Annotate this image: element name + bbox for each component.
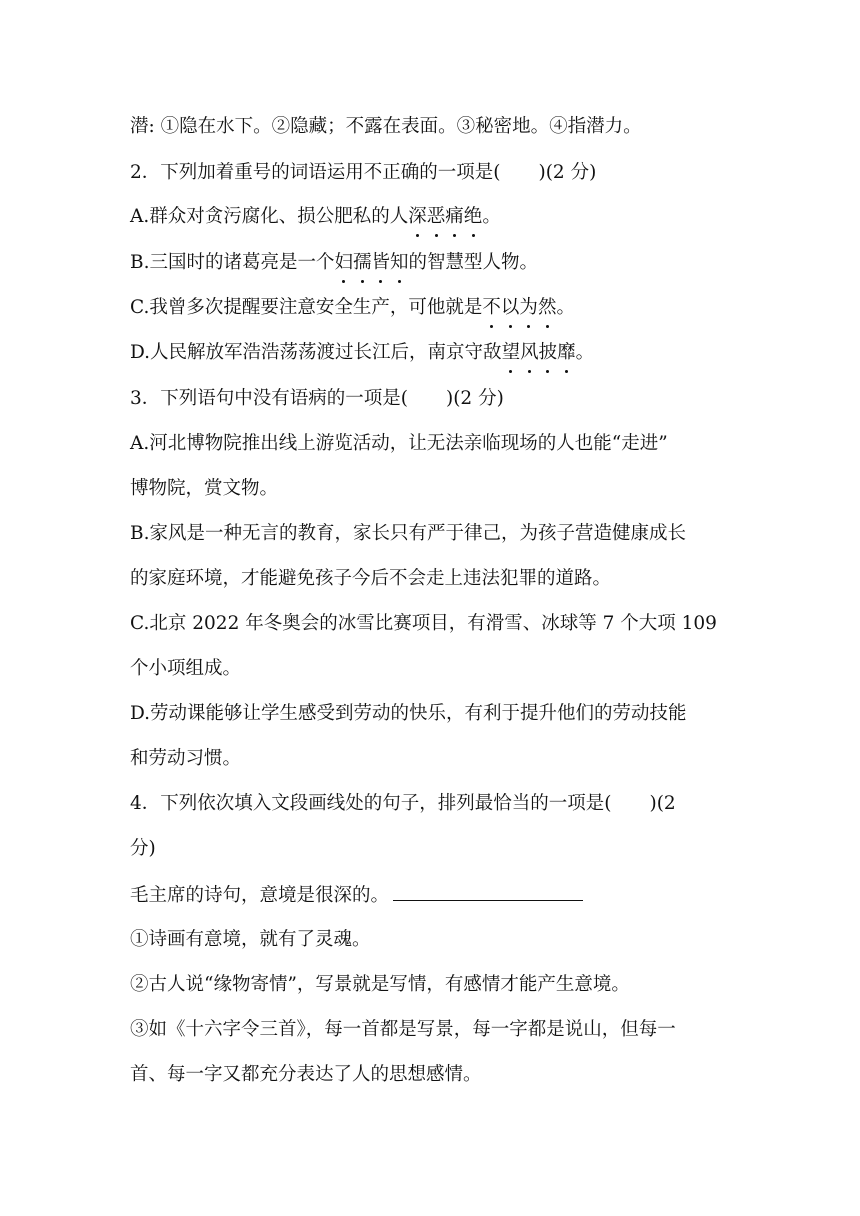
option-text: 。 [482, 206, 501, 227]
option-text: 的智慧型人物。 [408, 252, 539, 273]
emphasized-char: 披 [539, 340, 558, 366]
question-3-stem [130, 386, 504, 412]
definition-text: 潜: ①隐在水下。②隐藏；不露在表面。③秘密地。④指潜力。 [130, 116, 642, 137]
question-4-stem-line2 [130, 836, 156, 862]
emphasized-char: 孺 [353, 250, 372, 276]
question-2-option-b [130, 250, 538, 276]
emphasized-char: 为 [519, 295, 538, 321]
question-3-option-c-line2 [130, 656, 241, 682]
question-3-option-a-line1 [130, 431, 668, 457]
option-text: B.三国时的诸葛亮是一个 [130, 252, 335, 273]
emphasized-char: 望 [502, 340, 521, 366]
option-text: C.我曾多次提醒要注意安全生产，可他就是 [130, 297, 483, 318]
fill-in-blank-line [393, 882, 583, 901]
emphasized-char: 绝 [464, 204, 483, 230]
emphasized-char: 恶 [427, 204, 446, 230]
option-text: B.家风是一种无言的教育，家长只有严于律己，为孩子营造健康成长 [130, 523, 686, 544]
sentence-1 [130, 927, 371, 953]
emphasized-char: 痛 [445, 204, 464, 230]
question-2-stem [130, 160, 596, 186]
option-text: A.群众对贪污腐化、损公肥私的人 [130, 206, 409, 227]
question-4-score-cont: 分) [130, 838, 156, 859]
emphasized-char: 深 [408, 204, 427, 230]
question-3-text: 3．下列语句中没有语病的一项是( [130, 388, 408, 409]
sentence-text: ③如《十六字令三首》，每一首都是写景，每一字都是说山，但每一 [130, 1019, 676, 1040]
question-2-score: )(2 分) [538, 162, 597, 183]
emphasized-char: 然 [538, 295, 557, 321]
passage-text: 毛主席的诗句，意境是很深的。 [130, 885, 390, 906]
question-3-option-a-line2 [130, 476, 278, 502]
option-text: 和劳动习惯。 [130, 748, 242, 769]
option-text: 的家庭环境，才能避免孩子今后不会走上违法犯罪的道路。 [130, 568, 612, 589]
sentence-text: ②古人说“缘物寄情”，写景就是写情，有感情才能产生意境。 [130, 974, 630, 995]
question-3-score: )(2 分) [446, 388, 504, 409]
question-2-option-a [130, 204, 501, 230]
emphasized-char: 以 [501, 295, 520, 321]
emphasized-char: 皆 [372, 250, 391, 276]
question-3-option-d-line1 [130, 701, 687, 727]
option-text: 博物院，赏文物。 [130, 478, 279, 499]
emphasized-char: 不 [482, 295, 501, 321]
option-text: C.北京 2022 年冬奥会的冰雪比赛项目，有滑雪、冰球等 7 个大项 109 [130, 613, 717, 634]
emphasized-char: 靡 [557, 340, 576, 366]
emphasized-char: 知 [390, 250, 409, 276]
option-text: 。 [556, 297, 575, 318]
question-2-option-d [130, 340, 594, 366]
option-text: D.劳动课能够让学生感受到劳动的快乐，有利于提升他们的劳动技能 [130, 703, 687, 724]
emphasized-char: 妇 [334, 250, 353, 276]
passage-line [130, 882, 583, 909]
question-3-option-b-line2 [130, 566, 611, 592]
question-3-option-d-line2 [130, 746, 241, 772]
definition-line [130, 114, 642, 140]
sentence-text: ①诗画有意境，就有了灵魂。 [130, 929, 371, 950]
question-4-score: )(2 [649, 793, 676, 814]
option-text: D.人民解放军浩浩荡荡渡过长江后，南京守敌 [130, 342, 502, 363]
option-text: 。 [575, 342, 595, 363]
question-4-text: 4．下列依次填入文段画线处的句子，排列最恰当的一项是( [130, 793, 612, 814]
sentence-2 [130, 972, 630, 998]
sentence-3-line1 [130, 1017, 676, 1043]
question-3-option-c-line1 [130, 611, 717, 637]
sentence-text: 首、每一字又都充分表达了人的思想感情。 [130, 1064, 482, 1085]
option-text: 个小项组成。 [130, 658, 242, 679]
question-2-text: 2．下列加着重号的词语运用不正确的一项是( [130, 162, 501, 183]
option-text: A.河北博物院推出线上游览活动，让无法亲临现场的人也能“走进” [130, 433, 668, 454]
sentence-3-line2 [130, 1062, 482, 1088]
question-2-option-c [130, 295, 575, 321]
question-4-stem [130, 791, 676, 817]
emphasized-char: 风 [520, 340, 539, 366]
question-3-option-b-line1 [130, 521, 686, 547]
